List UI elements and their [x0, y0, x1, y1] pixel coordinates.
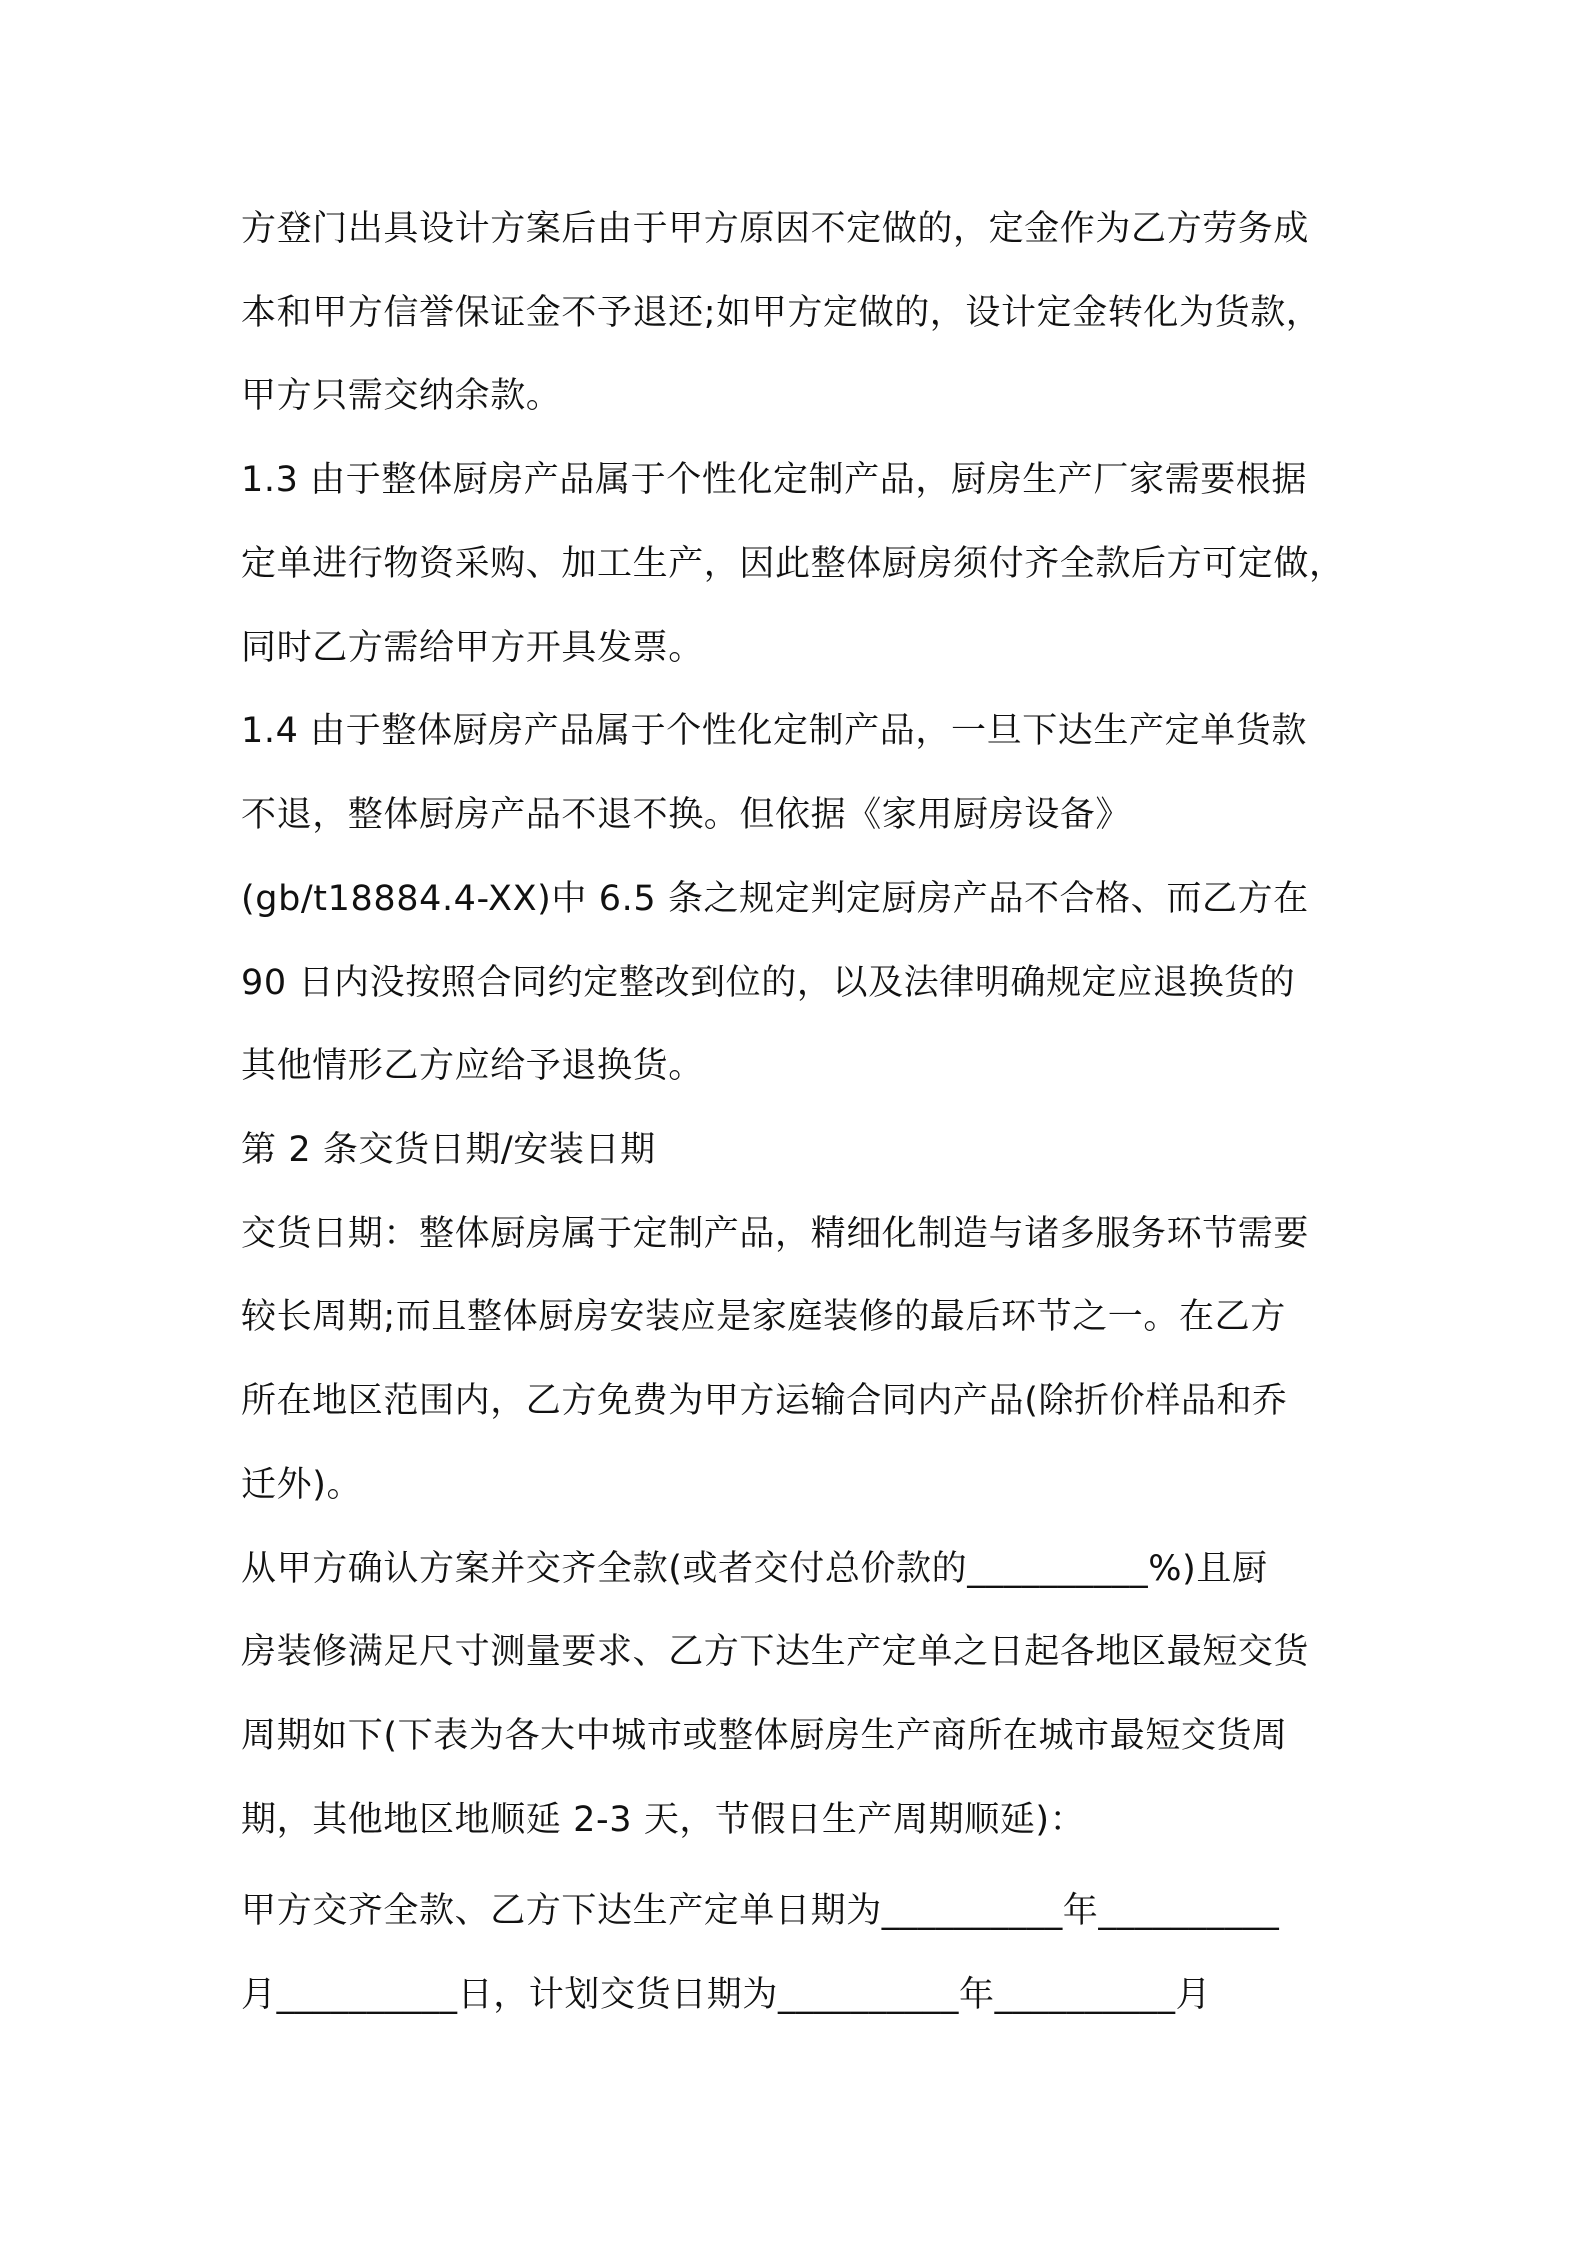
text-line-3: 甲方只需交纳余款。	[241, 376, 562, 416]
text-line-15: 所在地区范围内，乙方免费为甲方运输合同内产品(除折价样品和乔	[241, 1381, 1288, 1421]
text-line-10: 90 日内没按照合同约定整改到位的，以及法律明确规定应退换货的	[241, 963, 1296, 1003]
text-line-16: 迁外)。	[241, 1465, 363, 1505]
text-line-5: 定单进行物资采购、加工生产，因此整体厨房须付齐全款后方可定做，	[241, 544, 1345, 584]
section-heading: 第 2 条交货日期/安装日期	[241, 1130, 656, 1170]
text-line-1: 方登门出具设计方案后由于甲方原因不定做的，定金作为乙方劳务成	[241, 209, 1310, 249]
text-line-11: 其他情形乙方应给予退换货。	[241, 1046, 704, 1086]
text-line-20: 期，其他地区地顺延 2-3 天，节假日生产周期顺延)：	[241, 1800, 1086, 1840]
text-line-17: 从甲方确认方案并交齐全款(或者交付总价款的__________%)且厨	[241, 1549, 1268, 1589]
text-line-4: 1.3 由于整体厨房产品属于个性化定制产品，厨房生产厂家需要根据	[241, 460, 1307, 500]
text-line-6: 同时乙方需给甲方开具发票。	[241, 628, 704, 668]
text-line-2: 本和甲方信誉保证金不予退还;如甲方定做的，设计定金转化为货款，	[241, 293, 1322, 333]
text-line-8: 不退，整体厨房产品不退不换。但依据《家用厨房设备》	[241, 795, 1132, 835]
text-line-13: 交货日期：整体厨房属于定制产品，精细化制造与诸多服务环节需要	[241, 1214, 1310, 1254]
text-line-19: 周期如下(下表为各大中城市或整体厨房生产商所在城市最短交货周	[241, 1716, 1288, 1756]
text-line-7: 1.4 由于整体厨房产品属于个性化定制产品，一旦下达生产定单货款	[241, 711, 1307, 751]
text-line-22: 月__________日，计划交货日期为__________年__________月	[241, 1975, 1212, 2015]
text-line-14: 较长周期;而且整体厨房安装应是家庭装修的最后环节之一。在乙方	[241, 1297, 1286, 1337]
text-line-9: (gb/t18884.4-XX)中 6.5 条之规定判定厨房产品不合格、而乙方在	[241, 879, 1309, 919]
text-line-18: 房装修满足尺寸测量要求、乙方下达生产定单之日起各地区最短交货	[241, 1632, 1310, 1672]
text-line-21: 甲方交齐全款、乙方下达生产定单日期为__________年__________	[241, 1891, 1280, 1931]
